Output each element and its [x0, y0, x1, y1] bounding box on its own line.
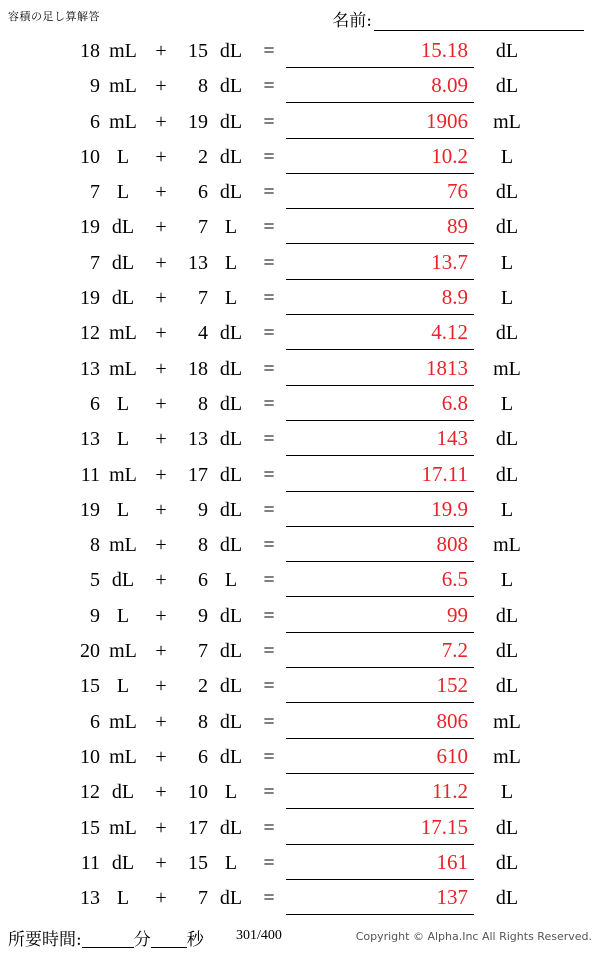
answer-unit: dL: [495, 216, 519, 239]
problem-row: [0, 144, 600, 179]
equals-sign: =: [263, 887, 275, 910]
plus-operator: +: [155, 357, 167, 380]
operand-1: 13: [80, 887, 100, 910]
equals-sign: =: [263, 816, 275, 839]
operand-1: 11: [80, 851, 100, 874]
operand-2-unit: dL: [219, 75, 243, 98]
operand-1: 20: [80, 640, 100, 663]
operand-1-unit: mL: [109, 110, 137, 133]
operand-1-unit: mL: [109, 75, 137, 98]
answer-unit: L: [500, 251, 514, 274]
operand-2: 4: [198, 322, 208, 345]
operand-2: 9: [198, 604, 208, 627]
equals-sign: =: [263, 569, 275, 592]
operand-2: 7: [198, 640, 208, 663]
plus-operator: +: [155, 75, 167, 98]
equals-sign: =: [263, 710, 275, 733]
operand-2: 9: [198, 498, 208, 521]
answer-value[interactable]: 137: [284, 885, 474, 910]
plus-operator: +: [155, 745, 167, 768]
answer-unit: mL: [493, 534, 521, 557]
answer-value[interactable]: 610: [284, 744, 474, 769]
problem-row: [0, 285, 600, 320]
name-field-area: [332, 6, 584, 31]
operand-1: 18: [80, 40, 100, 62]
problem-row: [0, 603, 600, 638]
operand-2: 15: [188, 40, 208, 62]
operand-1: 13: [80, 357, 100, 380]
answer-value[interactable]: 806: [284, 709, 474, 734]
operand-1: 12: [80, 322, 100, 345]
problem-row: [0, 214, 600, 249]
equals-sign: =: [263, 357, 275, 380]
operand-2-unit: dL: [219, 675, 243, 698]
answer-unit: dL: [495, 851, 519, 874]
operand-2: 17: [188, 816, 208, 839]
answer-value[interactable]: 76: [284, 179, 474, 204]
operand-2: 8: [198, 75, 208, 98]
equals-sign: =: [263, 251, 275, 274]
operand-1-unit: L: [116, 428, 130, 451]
operand-1: 6: [90, 392, 100, 415]
problem-row: [0, 462, 600, 497]
answer-unit: dL: [495, 428, 519, 451]
answer-value[interactable]: 99: [284, 603, 474, 628]
answer-unit: dL: [495, 181, 519, 204]
plus-operator: +: [155, 604, 167, 627]
equals-sign: =: [263, 181, 275, 204]
operand-1-unit: dL: [111, 851, 135, 874]
problem-row: [0, 426, 600, 461]
answer-value[interactable]: 1813: [284, 356, 474, 381]
operand-1-unit: mL: [109, 40, 137, 62]
answer-unit: L: [500, 287, 514, 310]
problem-row: [0, 320, 600, 355]
plus-operator: +: [155, 498, 167, 521]
problem-row: [0, 38, 600, 73]
operand-2: 8: [198, 710, 208, 733]
operand-1-unit: dL: [111, 216, 135, 239]
answer-value[interactable]: 8.09: [284, 73, 474, 98]
answer-value[interactable]: 6.5: [284, 567, 474, 592]
plus-operator: +: [155, 675, 167, 698]
plus-operator: +: [155, 145, 167, 168]
plus-operator: +: [155, 322, 167, 345]
answer-unit: L: [500, 392, 514, 415]
operand-1: 5: [90, 569, 100, 592]
equals-sign: =: [263, 463, 275, 486]
problem-list: [0, 38, 600, 920]
problem-row: [0, 250, 600, 285]
problem-row: [0, 109, 600, 144]
answer-value[interactable]: 1906: [284, 109, 474, 134]
answer-unit: L: [500, 781, 514, 804]
operand-2-unit: dL: [219, 357, 243, 380]
answer-unit: dL: [495, 604, 519, 627]
operand-2: 7: [198, 216, 208, 239]
operand-2-unit: dL: [219, 463, 243, 486]
operand-2-unit: dL: [219, 604, 243, 627]
operand-1-unit: mL: [109, 816, 137, 839]
answer-unit: dL: [495, 75, 519, 98]
answer-value[interactable]: 4.12: [284, 320, 474, 345]
plus-operator: +: [155, 110, 167, 133]
time-taken-label: [8, 925, 204, 950]
operand-1-unit: L: [116, 887, 130, 910]
operand-1: 8: [90, 534, 100, 557]
operand-1: 13: [80, 428, 100, 451]
equals-sign: =: [263, 287, 275, 310]
equals-sign: =: [263, 851, 275, 874]
answer-value[interactable]: 11.2: [284, 779, 474, 804]
plus-operator: +: [155, 428, 167, 451]
operand-2: 15: [188, 851, 208, 874]
operand-2: 6: [198, 569, 208, 592]
operand-1: 11: [80, 463, 100, 486]
operand-2: 2: [198, 675, 208, 698]
operand-2: 2: [198, 145, 208, 168]
operand-2-unit: dL: [219, 710, 243, 733]
equals-sign: =: [263, 392, 275, 415]
problem-row: [0, 391, 600, 426]
operand-1-unit: L: [116, 392, 130, 415]
problem-row: [0, 638, 600, 673]
problem-row: [0, 673, 600, 708]
equals-sign: =: [263, 322, 275, 345]
operand-2-unit: dL: [219, 322, 243, 345]
operand-1-unit: L: [116, 181, 130, 204]
problem-row: [0, 532, 600, 567]
operand-2-unit: dL: [219, 534, 243, 557]
problem-row: [0, 567, 600, 602]
answer-value[interactable]: 7.2: [284, 638, 474, 663]
equals-sign: =: [263, 40, 275, 62]
problem-row: [0, 356, 600, 391]
equals-sign: =: [263, 110, 275, 133]
answer-value[interactable]: 6.8: [284, 391, 474, 416]
operand-1-unit: mL: [109, 463, 137, 486]
operand-2-unit: L: [224, 216, 238, 239]
answer-unit: dL: [495, 322, 519, 345]
answer-unit: L: [500, 498, 514, 521]
answer-unit: mL: [493, 110, 521, 133]
answer-value[interactable]: 17.11: [284, 462, 474, 487]
answer-value[interactable]: 19.9: [284, 497, 474, 522]
answer-value[interactable]: 8.9: [284, 285, 474, 310]
operand-1-unit: L: [116, 604, 130, 627]
minutes-unit: 分: [133, 930, 151, 950]
operand-2: 19: [188, 110, 208, 133]
operand-2-unit: dL: [219, 181, 243, 204]
operand-2: 18: [188, 357, 208, 380]
operand-1: 9: [90, 604, 100, 627]
operand-1-unit: mL: [109, 710, 137, 733]
operand-1-unit: L: [116, 145, 130, 168]
minutes-input-line[interactable]: [82, 929, 134, 948]
answer-unit: dL: [495, 640, 519, 663]
answer-unit: dL: [495, 887, 519, 910]
operand-2: 17: [188, 463, 208, 486]
operand-2: 8: [198, 392, 208, 415]
operand-2-unit: dL: [219, 40, 243, 62]
operand-1: 15: [80, 675, 100, 698]
equals-sign: =: [263, 534, 275, 557]
answer-value[interactable]: 152: [284, 673, 474, 698]
operand-1-unit: mL: [109, 745, 137, 768]
name-label: 名前:: [332, 11, 372, 31]
answer-value[interactable]: 808: [284, 532, 474, 557]
plus-operator: +: [155, 181, 167, 204]
operand-1-unit: mL: [109, 357, 137, 380]
operand-1: 10: [80, 745, 100, 768]
answer-unit: mL: [493, 710, 521, 733]
equals-sign: =: [263, 498, 275, 521]
operand-1: 19: [80, 287, 100, 310]
plus-operator: +: [155, 569, 167, 592]
operand-1: 9: [90, 75, 100, 98]
plus-operator: +: [155, 640, 167, 663]
operand-1: 10: [80, 145, 100, 168]
answer-unit: dL: [495, 816, 519, 839]
answer-value[interactable]: 15.18: [284, 38, 474, 63]
footer: [0, 925, 600, 951]
operand-2-unit: L: [224, 287, 238, 310]
answer-value[interactable]: 161: [284, 850, 474, 875]
operand-1-unit: mL: [109, 322, 137, 345]
plus-operator: +: [155, 463, 167, 486]
answer-value[interactable]: 13.7: [284, 250, 474, 275]
plus-operator: +: [155, 816, 167, 839]
operand-2: 10: [188, 781, 208, 804]
problem-row: [0, 497, 600, 532]
equals-sign: =: [263, 604, 275, 627]
operand-2-unit: dL: [219, 816, 243, 839]
problem-row: [0, 885, 600, 920]
operand-1: 6: [90, 110, 100, 133]
answer-unit: dL: [495, 40, 519, 62]
answer-value[interactable]: 143: [284, 426, 474, 451]
answer-unit: mL: [493, 745, 521, 768]
operand-1: 19: [80, 216, 100, 239]
equals-sign: =: [263, 75, 275, 98]
operand-2-unit: L: [224, 251, 238, 274]
operand-1-unit: L: [116, 675, 130, 698]
plus-operator: +: [155, 887, 167, 910]
operand-2-unit: dL: [219, 498, 243, 521]
equals-sign: =: [263, 675, 275, 698]
operand-2-unit: dL: [219, 745, 243, 768]
operand-2-unit: dL: [219, 110, 243, 133]
equals-sign: =: [263, 216, 275, 239]
plus-operator: +: [155, 40, 167, 62]
operand-1: 6: [90, 710, 100, 733]
name-input-line[interactable]: [374, 10, 584, 31]
copyright-notice: Copyright © Alpha.Inc All Rights Reserved.: [355, 930, 592, 943]
plus-operator: +: [155, 781, 167, 804]
operand-2-unit: dL: [219, 428, 243, 451]
problem-row: [0, 779, 600, 814]
equals-sign: =: [263, 640, 275, 663]
operand-1: 12: [80, 781, 100, 804]
plus-operator: +: [155, 216, 167, 239]
operand-1: 7: [90, 181, 100, 204]
equals-sign: =: [263, 145, 275, 168]
seconds-unit: 秒: [186, 930, 204, 950]
answer-value[interactable]: 89: [284, 214, 474, 239]
problem-row: [0, 709, 600, 744]
answer-unit: dL: [495, 675, 519, 698]
answer-value[interactable]: 17.15: [284, 815, 474, 840]
operand-2: 13: [188, 428, 208, 451]
operand-1-unit: dL: [111, 569, 135, 592]
plus-operator: +: [155, 851, 167, 874]
operand-2: 6: [198, 181, 208, 204]
problem-row: [0, 850, 600, 885]
problem-row: [0, 73, 600, 108]
equals-sign: =: [263, 781, 275, 804]
operand-1-unit: dL: [111, 781, 135, 804]
operand-2-unit: dL: [219, 145, 243, 168]
answer-value[interactable]: 10.2: [284, 144, 474, 169]
equals-sign: =: [263, 428, 275, 451]
operand-1: 15: [80, 816, 100, 839]
problem-row: [0, 815, 600, 850]
plus-operator: +: [155, 534, 167, 557]
plus-operator: +: [155, 287, 167, 310]
operand-1-unit: mL: [109, 640, 137, 663]
page-number: 301/400: [236, 928, 282, 943]
page-title: 容積の足し算解答: [8, 10, 100, 23]
operand-2: 7: [198, 887, 208, 910]
seconds-input-line[interactable]: [151, 929, 187, 948]
operand-1: 7: [90, 251, 100, 274]
equals-sign: =: [263, 745, 275, 768]
operand-1-unit: dL: [111, 251, 135, 274]
operand-2: 8: [198, 534, 208, 557]
operand-2-unit: dL: [219, 640, 243, 663]
answer-unit: mL: [493, 357, 521, 380]
problem-row: [0, 179, 600, 214]
operand-2: 6: [198, 745, 208, 768]
operand-2: 7: [198, 287, 208, 310]
operand-2-unit: dL: [219, 392, 243, 415]
operand-1-unit: dL: [111, 287, 135, 310]
operand-2-unit: L: [224, 781, 238, 804]
plus-operator: +: [155, 710, 167, 733]
problem-row: [0, 744, 600, 779]
operand-2: 13: [188, 251, 208, 274]
operand-1-unit: mL: [109, 534, 137, 557]
plus-operator: +: [155, 251, 167, 274]
answer-unit: L: [500, 145, 514, 168]
operand-1: 19: [80, 498, 100, 521]
operand-2-unit: L: [224, 569, 238, 592]
time-prefix: 所要時間:: [8, 930, 82, 950]
operand-2-unit: dL: [219, 887, 243, 910]
operand-1-unit: L: [116, 498, 130, 521]
plus-operator: +: [155, 392, 167, 415]
operand-2-unit: L: [224, 851, 238, 874]
answer-unit: L: [500, 569, 514, 592]
answer-unit: dL: [495, 463, 519, 486]
